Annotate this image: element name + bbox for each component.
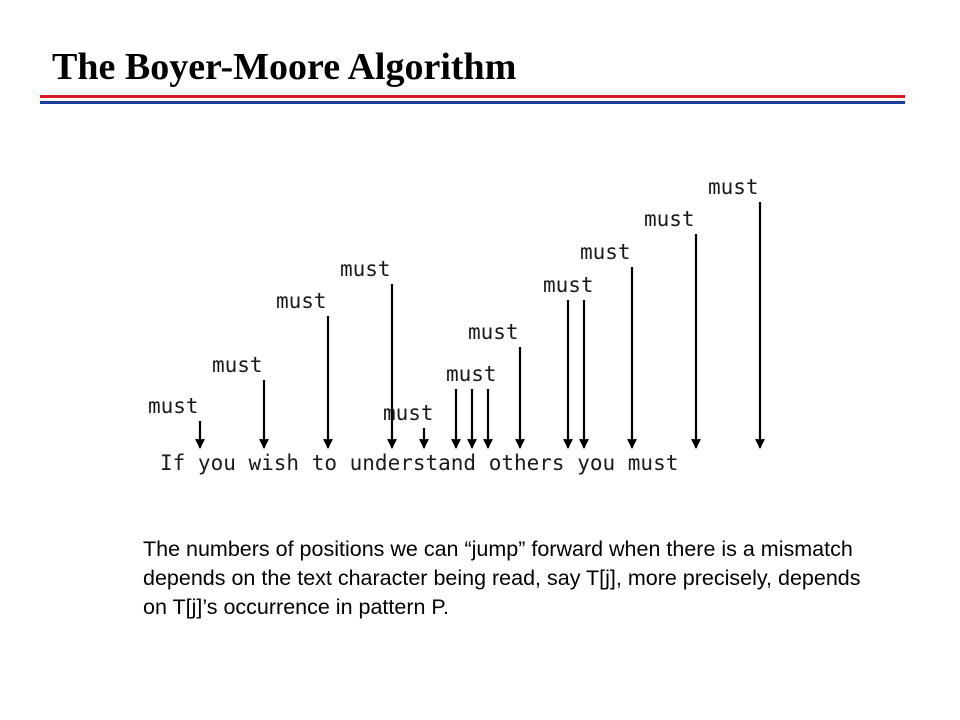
pattern-label: must — [446, 362, 497, 386]
pattern-alignments — [148, 175, 760, 448]
pattern-label: must — [580, 240, 631, 264]
pattern-label: must — [383, 401, 434, 425]
pattern-label: must — [543, 273, 594, 297]
slide-title: The Boyer-Moore Algorithm — [52, 46, 517, 88]
pattern-label: must — [644, 207, 695, 231]
pattern-label: must — [708, 175, 759, 199]
pattern-label: must — [212, 353, 263, 377]
text-string: If you wish to understand others you must — [160, 451, 679, 475]
pattern-label: must — [276, 289, 327, 313]
pattern-label: must — [468, 320, 519, 344]
explanation-text: The numbers of positions we can “jump” forward when there is a mismatch depends on the text character being read, say T[j], more precisely, depends on T[j]’s occurrence in pattern P. — [143, 537, 861, 619]
pattern-label: must — [148, 394, 199, 418]
pattern-label: must — [340, 257, 391, 281]
